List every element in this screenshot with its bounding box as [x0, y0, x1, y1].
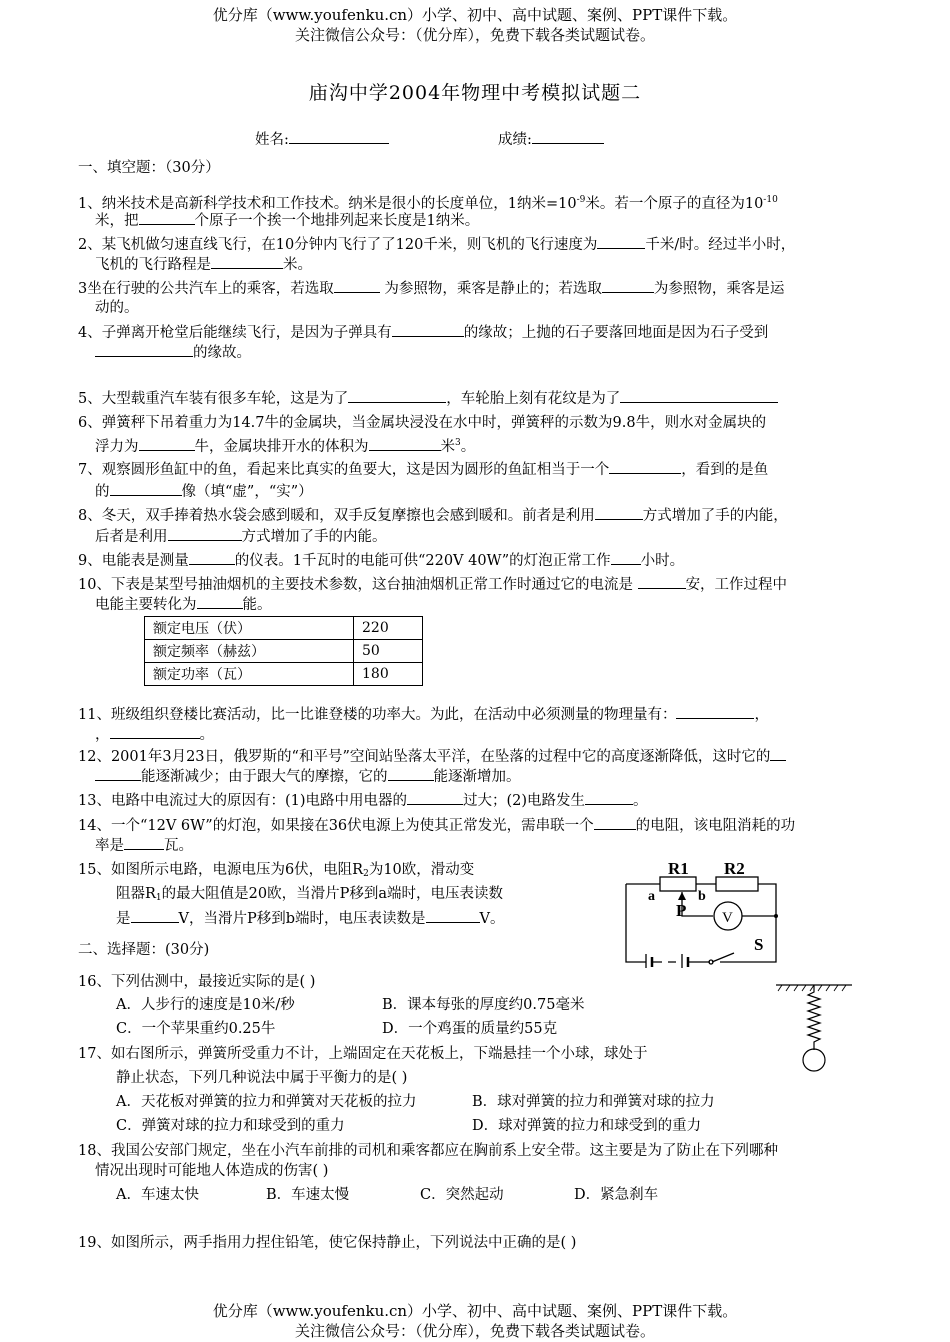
spec-table [144, 616, 423, 686]
spring-shape [808, 985, 820, 1050]
q15-line1: 15、如图所示电路，电源电压为6伏，电阻$R_2$为10欧，滑动变 [78, 862, 475, 879]
q17-option-c[interactable]: C．弹簧对球的拉力和球受到的重力 [116, 1118, 345, 1134]
q17-option-d[interactable]: D．球对弹簧的拉力和球受到的重力 [472, 1118, 702, 1134]
q11-line2: ， 。 [95, 724, 214, 745]
score-field [498, 128, 604, 149]
q17-stem-line2: 静止状态，下列几种说法中属于平衡力的是( ) [116, 1070, 408, 1086]
rheostat-r1-shape [660, 877, 696, 891]
q8-line1: 8、冬天，双手捧着热水袋会感到暖和，双手反复摩擦也会感到暖和。前者是利用 方式增加了手的内能， [78, 505, 788, 526]
q7-line1: 7、观察圆形鱼缸中的鱼，看起来比真实的鱼要大，这是因为圆形的鱼缸相当于一个 ，看到的是鱼 [78, 459, 768, 480]
q11-blank1[interactable] [676, 704, 754, 719]
q6-blank2[interactable] [369, 436, 441, 451]
q18-option-d[interactable]: D．紧急刹车 [574, 1187, 659, 1203]
q10-line2: 电能主要转化为 能。 [95, 594, 272, 615]
site-footer-line2: 关注微信公众号：（优分库），免费下载各类试题试卷。 [294, 1322, 655, 1340]
circuit-label-b: b [698, 889, 706, 904]
q2-line2: 飞机的飞行路程是 米。 [95, 254, 312, 275]
table-cell: 额定功率（瓦） [145, 663, 354, 686]
circuit-diagram [616, 856, 786, 968]
q10-blank1[interactable] [638, 574, 686, 589]
circuit-label-a: a [648, 889, 655, 904]
q16-option-d[interactable]: D．一个鸡蛋的质量约55克 [382, 1021, 558, 1037]
q15-blank1[interactable] [131, 908, 179, 923]
table-cell: 额定电压（伏） [145, 617, 354, 640]
q9-blank2[interactable] [611, 550, 641, 565]
circuit-label-s: S [754, 935, 764, 954]
table-cell: 50 [354, 640, 423, 663]
q6-line2: 浮力为 牛，金属块排开水的体积为 米$^3$。 [95, 438, 476, 455]
q18-stem-line1: 18、我国公安部门规定，坐在小汽车前排的司机和乘客都应在胸前系上安全带。这主要是为了防止在下列哪种 [78, 1143, 778, 1159]
section2-heading: 二、选择题：(30分) [78, 942, 210, 958]
q12-line1: 12、2001年3月23日，俄罗斯的“和平号”空间站坠落太平洋，在坠落的过程中它的高度逐渐降低，这时它的 [78, 746, 786, 767]
q4-line2: 的缘故。 [95, 342, 251, 363]
table-cell: 额定频率（赫兹） [145, 640, 354, 663]
q14-blank1[interactable] [594, 815, 636, 830]
q6-blank1[interactable] [139, 436, 195, 451]
name-field [255, 128, 389, 149]
site-header-line1: 优分库（www.youfenku.cn）小学、初中、高中试题、案例、PPT课件下载。 [212, 6, 738, 24]
q1-blank[interactable] [139, 210, 195, 225]
q3-blank2[interactable] [602, 278, 654, 293]
table-cell: 220 [354, 617, 423, 640]
q9-line1: 9、电能表是测量 的仪表。1千瓦时的电能可供“220V 40W”的灯泡正常工作 小时。 [78, 550, 684, 571]
q19-stem: 19、如图所示，两手指用力捏住铅笔，使它保持静止，下列说法中正确的是( ) [78, 1235, 577, 1251]
q18-option-c[interactable]: C．突然起动 [420, 1187, 504, 1203]
slider-arrow-icon [678, 892, 686, 900]
q16-option-a[interactable]: A．人步行的速度是10米/秒 [116, 997, 295, 1013]
resistor-r2-shape [716, 877, 758, 891]
q13-blank1[interactable] [407, 790, 463, 805]
q15-blank2[interactable] [426, 908, 480, 923]
q16-option-c[interactable]: C．一个苹果重约0.25牛 [116, 1021, 276, 1037]
q5-blank2[interactable] [620, 388, 778, 403]
q5-line1: 5、大型载重汽车装有很多车轮，这是为了 ，车轮胎上刻有花纹是为了 [78, 388, 778, 409]
spring-ball-figure [772, 980, 856, 1076]
site-footer-line1: 优分库（www.youfenku.cn）小学、初中、高中试题、案例、PPT课件下载。 [212, 1302, 738, 1320]
table-row [145, 663, 423, 686]
ball-shape [803, 1049, 825, 1071]
q3-line2: 动的。 [95, 300, 139, 316]
q12-blank2[interactable] [388, 766, 434, 781]
name-blank[interactable] [289, 129, 389, 144]
q8-blank2[interactable] [168, 526, 242, 541]
q2-blank2[interactable] [211, 254, 283, 269]
q16-stem: 16、下列估测中，最接近实际的是( ) [78, 974, 316, 990]
q11-line1: 11、班级组织登楼比赛活动，比一比谁登楼的功率大。为此，在活动中必须测量的物理量有： ， [78, 704, 769, 725]
q7-blank1[interactable] [609, 459, 681, 474]
q13-blank2[interactable] [585, 790, 633, 805]
q17-option-a[interactable]: A．天花板对弹簧的拉力和弹簧对天花板的拉力 [116, 1094, 417, 1110]
q5-blank1[interactable] [348, 388, 446, 403]
score-label: 成绩: [498, 132, 532, 148]
site-header-line2: 关注微信公众号：（优分库），免费下载各类试题试卷。 [294, 26, 655, 44]
q14-line1: 14、一个“12V 6W”的灯泡，如果接在36伏电源上为使其正常发光，需串联一个 的电阻，该电阻消耗的功 [78, 815, 795, 836]
q8-line2: 后者是利用 方式增加了手的内能。 [95, 526, 387, 547]
q12-blank1b[interactable] [95, 766, 141, 781]
q15-line3: 是 V，当滑片P移到b端时，电压表读数是 V。 [116, 908, 505, 929]
q18-option-b[interactable]: B．车速太慢 [266, 1187, 350, 1203]
q18-option-a[interactable]: A．车速太快 [116, 1187, 199, 1203]
q15-line2: 阻器$R_1$的最大阻值是20欧，当滑片P移到a端时，电压表读数 [116, 886, 504, 903]
circuit-label-p: P [676, 901, 687, 920]
score-blank[interactable] [532, 129, 604, 144]
q4-blank2[interactable] [95, 342, 193, 357]
q16-option-b[interactable]: B．课本每张的厚度约0.75毫米 [382, 997, 585, 1013]
q1-line2: 米，把 个原子一个挨一个地排列起来长度是1纳米。 [95, 210, 479, 231]
q12-blank1[interactable] [770, 746, 786, 761]
q3-line1: 3坐在行驶的公共汽车上的乘客，若选取 为参照物，乘客是静止的；若选取 为参照物，乘客是运 [78, 278, 784, 299]
q4-blank1[interactable] [392, 322, 464, 337]
q10-blank2[interactable] [197, 594, 243, 609]
q2-line1: 2、某飞机做匀速直线飞行，在10分钟内飞行了了120千米，则飞机的飞行速度为 千米/时。经过半小时， [78, 234, 795, 255]
name-label: 姓名: [255, 132, 289, 148]
q1-line1: 1、纳米技术是高新科学技术和工作技术。纳米是很小的长度单位，1纳米$=10^{-9}$米。若一个原子的直径为$10^{-10}$ [78, 195, 778, 212]
q11-blank2[interactable] [110, 724, 200, 739]
q12-line2: 能逐渐减少；由于跟大气的摩擦，它的 能逐渐增加。 [95, 766, 521, 787]
q2-blank1[interactable] [597, 234, 645, 249]
q10-line1: 10、下表是某型号抽油烟机的主要技术参数，这台抽油烟机正常工作时通过它的电流是 安，工作过程中 [78, 574, 787, 595]
q17-stem-line1: 17、如右图所示，弹簧所受重力不计，上端固定在天花板上，下端悬挂一个小球，球处于 [78, 1046, 648, 1062]
q17-option-b[interactable]: B．球对弹簧的拉力和弹簧对球的拉力 [472, 1094, 715, 1110]
circuit-label-r2: R2 [724, 859, 745, 878]
table-cell: 180 [354, 663, 423, 686]
page-title: 庙沟中学2004年物理中考模拟试题二 [308, 82, 642, 104]
q3-blank1[interactable] [334, 278, 380, 293]
table-row [145, 617, 423, 640]
q8-blank1[interactable] [595, 505, 643, 520]
circuit-label-r1: R1 [668, 859, 689, 878]
q7-blank2[interactable] [110, 481, 182, 496]
q14-line2: 率是 瓦。 [95, 835, 193, 856]
q4-line1: 4、子弹离开枪堂后能继续飞行，是因为子弹具有 的缘故；上抛的石子要落回地面是因为石子受到 [78, 322, 768, 343]
section1-heading: 一、填空题：（30分） [78, 160, 220, 176]
q18-stem-line2: 情况出现时可能地人体造成的伤害( ) [95, 1163, 329, 1179]
q7-line2: 的 像（填“虚”，“实”） [95, 481, 313, 502]
q9-blank1[interactable] [189, 550, 235, 565]
voltmeter-label: V [722, 910, 733, 926]
q14-blank2[interactable] [124, 835, 164, 850]
q13-line1: 13、电路中电流过大的原因有：(1)电路中用电器的 过大；(2)电路发生 。 [78, 790, 648, 811]
q6-line1: 6、弹簧秤下吊着重力为14.7牛的金属块，当金属块浸没在水中时，弹簧秤的示数为9.8牛，则水对金属块的 [78, 415, 767, 431]
table-row [145, 640, 423, 663]
